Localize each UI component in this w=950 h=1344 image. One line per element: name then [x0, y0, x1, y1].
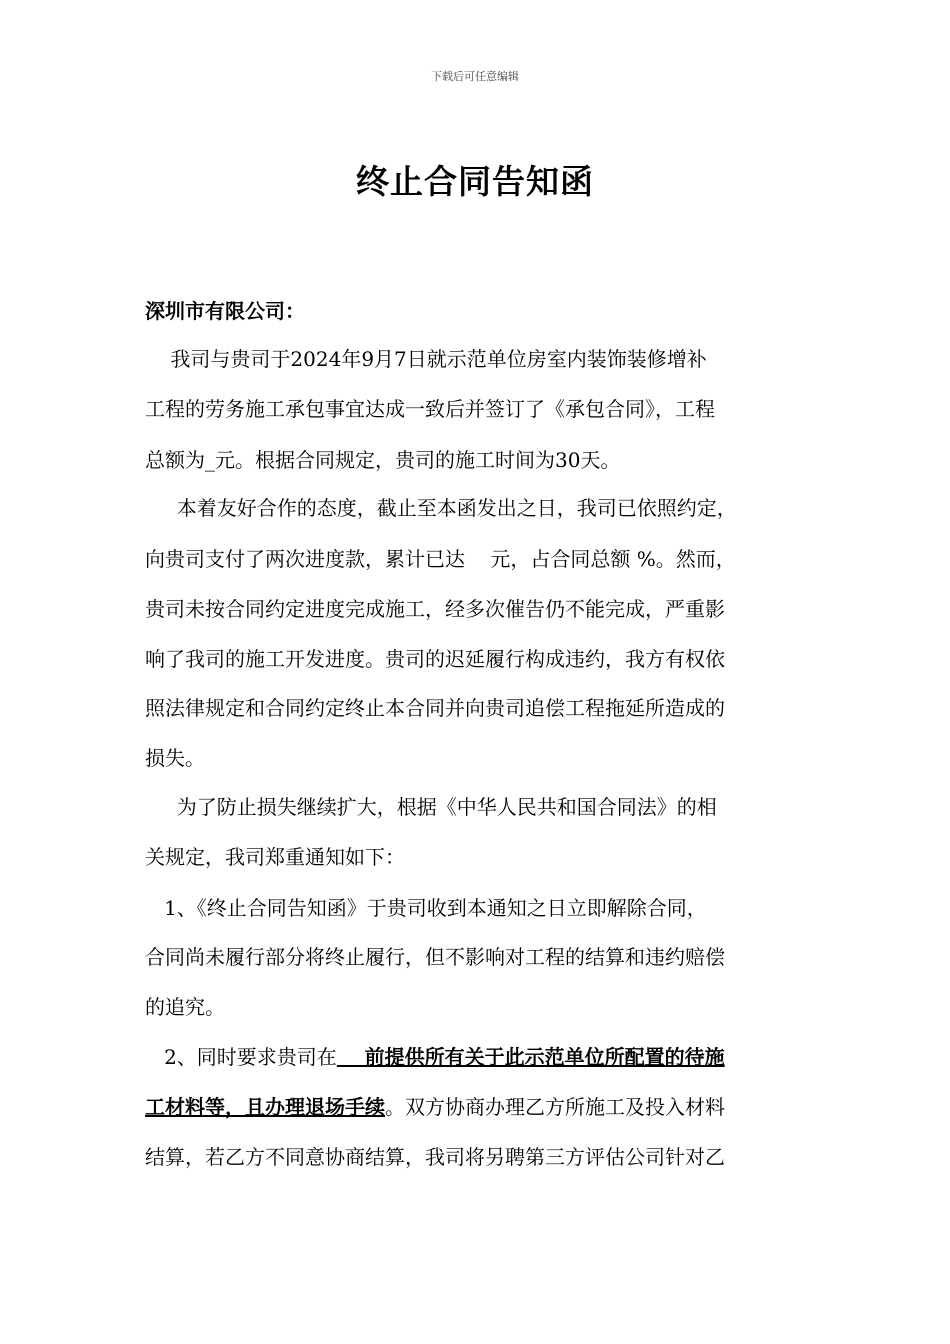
body-line: 的追究。 [145, 995, 225, 1019]
underlined-text: 前提供所有关于此示范单位所配置的待施 [336, 1045, 725, 1069]
body-line: 我司与贵司于2024年9月7日就示范单位房室内装饰装修增补 [145, 347, 707, 371]
body-line: 为了防止损失继续扩大，根据《中华人民共和国合同法》的相 [145, 795, 717, 819]
header-note: 下载后可任意编辑 [431, 70, 519, 83]
page-title: 终止合同告知函 [356, 162, 594, 201]
body-line: 工材料等，且办理退场手续。双方协商办理乙方所施工及投入材料 [145, 1095, 725, 1119]
body-line: 贵司未按合同约定进度完成施工，经多次催告仍不能完成，严重影 [145, 597, 725, 621]
body-line: 1、《终止合同告知函》于贵司收到本通知之日立即解除合同， [145, 896, 707, 920]
addressee: 深圳市有限公司： [145, 299, 305, 323]
underlined-text: 工材料等，且办理退场手续 [145, 1095, 385, 1119]
body-line: 本着友好合作的态度，截止至本函发出之日，我司已依照约定， [145, 496, 737, 520]
body-line: 向贵司支付了两次进度款，累计已达 元，占合同总额 %。然而， [145, 547, 736, 571]
body-line: 工程的劳务施工承包事宜达成一致后并签订了《承包合同》，工程 [145, 397, 715, 421]
body-line: 关规定，我司郑重通知如下： [145, 845, 405, 869]
body-line: 照法律规定和合同约定终止本合同并向贵司追偿工程拖延所造成的 [145, 696, 725, 720]
body-line: 损失。 [145, 746, 205, 770]
body-line: 合同尚未履行部分将终止履行，但不影响对工程的结算和违约赔偿 [145, 945, 725, 969]
body-line: 2、同时要求贵司在 前提供所有关于此示范单位所配置的待施 [145, 1045, 725, 1069]
body-line: 结算，若乙方不同意协商结算，我司将另聘第三方评估公司针对乙 [145, 1145, 725, 1169]
body-line: 总额为_元。根据合同规定，贵司的施工时间为30天。 [145, 448, 621, 472]
body-line: 响了我司的施工开发进度。贵司的迟延履行构成违约，我方有权依 [145, 647, 725, 671]
